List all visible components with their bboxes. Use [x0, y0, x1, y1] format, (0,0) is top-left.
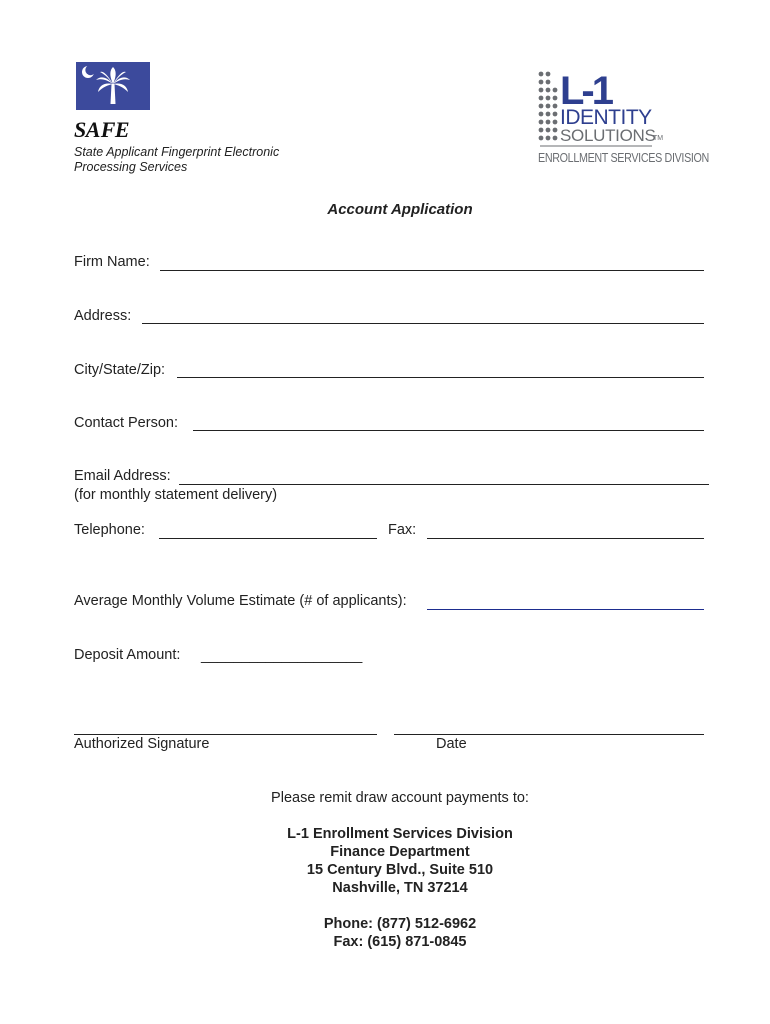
logo-tm-text: TM — [653, 135, 664, 142]
telephone-field[interactable] — [159, 538, 377, 539]
fax-label: Fax: — [388, 522, 417, 538]
fax-field[interactable] — [427, 538, 704, 539]
remit-address — [0, 825, 770, 897]
logo-dot-grid — [539, 72, 558, 141]
firm-name-field[interactable] — [160, 270, 704, 271]
remit-contact — [0, 915, 770, 951]
logo-identity-text: IDENTITY — [560, 106, 652, 129]
city-state-zip-label: City/State/Zip: — [74, 362, 166, 378]
telephone-label: Telephone: — [74, 522, 145, 538]
email-address-field[interactable] — [179, 484, 709, 485]
volume-estimate-field[interactable] — [427, 609, 704, 610]
signature-label: Authorized Signature — [74, 736, 210, 752]
program-acronym: SA FE — [74, 117, 130, 142]
south-carolina-flag-icon — [76, 62, 150, 110]
deposit-amount-label: Deposit Amount: — [74, 647, 181, 663]
contact-person-label: Contact Person: — [74, 415, 178, 431]
volume-estimate-label: Average Monthly Volume Estimate (# of applicants): — [74, 593, 407, 609]
remit-address-line1: L-1 Enrollment Services Division — [287, 826, 513, 842]
email-address-label: Email Address: — [74, 468, 171, 484]
signature-field[interactable] — [74, 734, 377, 735]
form-title: Account Application — [327, 201, 473, 218]
date-field[interactable] — [394, 734, 704, 735]
logo-solutions-text: SOLUTIONS — [560, 126, 656, 145]
logo-l1-text: L-1 — [560, 69, 611, 113]
program-name: State Applicant Fingerprint Electronic Processing Services — [74, 145, 280, 174]
remit-address-line2: Finance Department — [330, 844, 470, 860]
logo-division-text: ENROLLMENT SERVICES DIVISION — [538, 151, 709, 165]
remit-intro: Please remit draw account payments to: — [271, 790, 529, 806]
remit-address-line3: 15 Century Blvd., Suite 510 — [306, 862, 494, 878]
contact-person-field[interactable] — [193, 430, 704, 431]
remit-fax: Fax: (615) 871-0845 — [333, 934, 467, 950]
deposit-amount-field[interactable]: ____________________ — [201, 648, 363, 664]
city-state-zip-field[interactable] — [177, 377, 704, 378]
date-label: Date — [436, 736, 467, 752]
email-note: (for monthly statement delivery) — [74, 487, 278, 503]
address-label: Address: — [74, 308, 132, 324]
remit-address-line4: Nashville, TN 37214 — [332, 880, 468, 896]
remit-phone: Phone: (877) 512-6962 — [323, 916, 477, 932]
address-field[interactable] — [142, 323, 704, 324]
firm-name-label: Firm Name: — [74, 254, 150, 270]
